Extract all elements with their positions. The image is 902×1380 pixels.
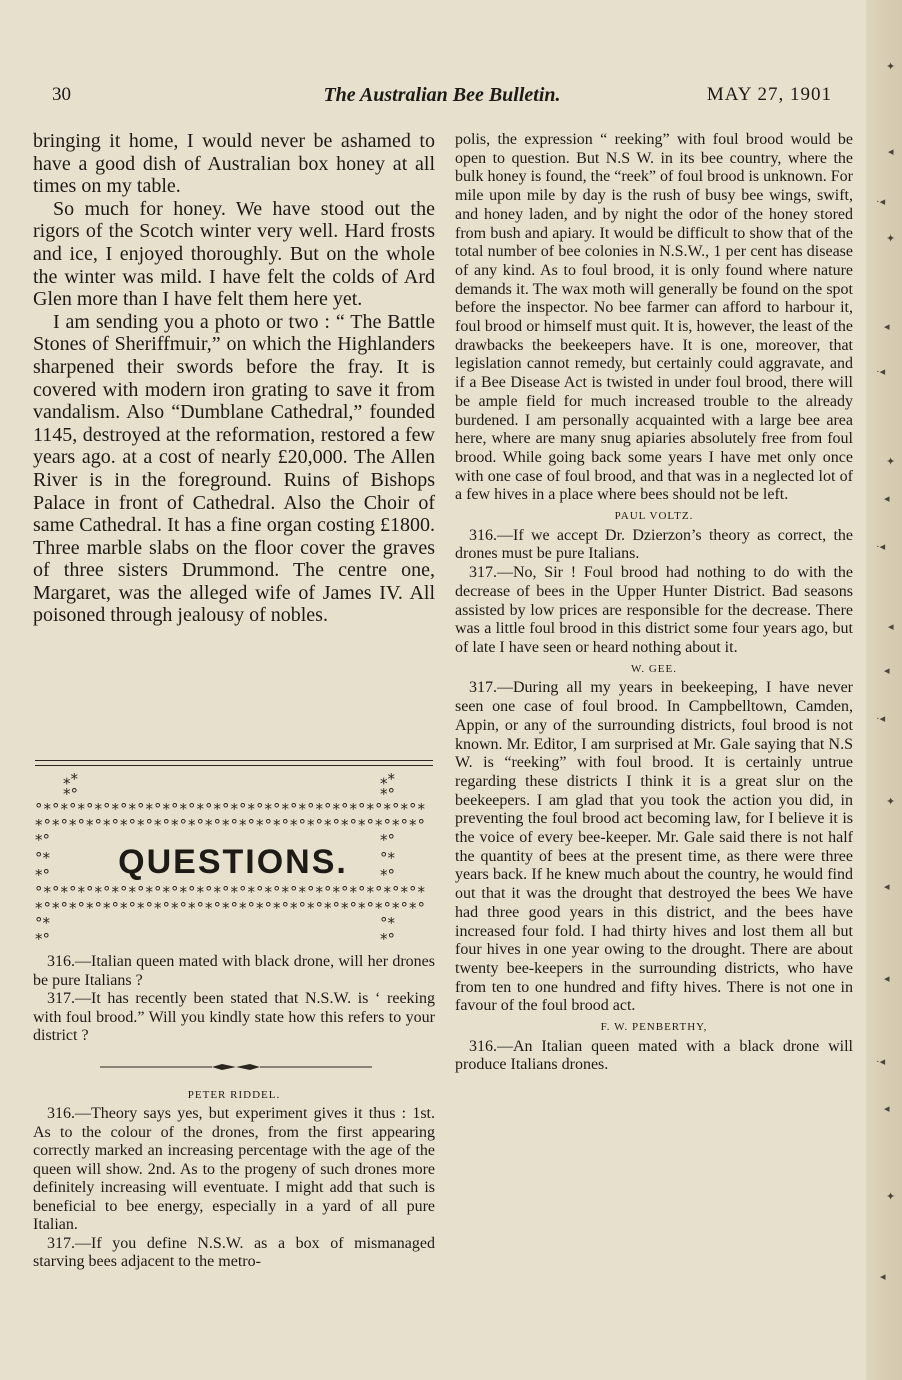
paragraph: So much for honey. We have stood out the rigors of the Scotch winter very well. Hard frosts and ice, I enjoyed thoroughly. But on the whole the winter was mild. I have felt the colds of Ard Glen more than I have felt them here yet.: [33, 197, 435, 311]
paragraph: bringing it home, I would never be ashamed to have a good dish of Australian box honey at all times on my table.: [33, 130, 435, 198]
section-divider: [35, 760, 433, 766]
page-number: 30: [52, 84, 71, 105]
edge-mark: ◂: [884, 973, 890, 985]
edge-mark: ◂: [884, 881, 890, 893]
edge-mark: ✦: [886, 796, 896, 808]
answer-316: 316.—If we accept Dr. Dzierzon’s theory as correct, the drones must be pure Italians.: [455, 526, 853, 563]
answer-317: 317.—During all my years in beekeeping, I have never seen one case of foul brood. In Campbelltown, Camden, Appin, or any of the surrounding districts, foul brood is not known. Mr. Editor, I am surprised at Mr. Gale saying that N.S W. is “reeking” with foul brood. It is certainly untrue regarding these districts I think it is a great slur on the beekeepers. I am glad that you took the action you did, in preventing the foul brood act becoming law, for I believe it is the voice of every bee-keeper. Mr. Gale said there is not half the quantity of bees at the present time, as there were three years back. If he knew much about the country, he would find out that it was the drought that destroyed the bees We have had three good years in this district, and the bees have increased four fold. I had thirty hives and lost them all but four hives in one year owing to the drought. There are about twenty bee-keepers in the surrounding districts, who have from ten to one hundred and fifty hives. There is not one in favour of the foul brood act.: [455, 679, 853, 1015]
edge-mark: ◂: [884, 665, 890, 677]
page-edge: [866, 0, 902, 1380]
answer-316: 316.—Theory says yes, but experiment gives it thus : 1st. As to the colour of the drones, from the first appearing correctly marked an increasing percentage with the age of the queen will show. 2nd. As to the progeny of such drones more definitely increasing will eventuate. I might add that such is beneficial to bee energy, especially in a yard of all pure Italian.: [33, 1105, 435, 1233]
edge-mark: ·◂: [876, 196, 886, 208]
ornament-star: °*: [380, 849, 395, 867]
issue-date: MAY 27, 1901: [706, 84, 832, 105]
edge-mark: ◂: [880, 1271, 886, 1283]
ornament-star: *°: [35, 831, 50, 849]
questions-and-answers-left: [33, 953, 435, 1272]
ornament-star: °*: [380, 914, 395, 932]
signature: PAUL VOLTZ.: [614, 510, 694, 523]
right-column: [455, 131, 853, 1075]
edge-mark: ✦: [886, 233, 896, 245]
ornament-border: [35, 770, 435, 950]
edge-mark: ·◂: [876, 366, 886, 378]
journal-title: The Australian Bee Bulletin.: [323, 84, 561, 106]
edge-mark: ◂: [884, 493, 890, 505]
ornament-star: *°: [35, 930, 50, 948]
ornament-row: *°*°*°*°*°*°*°*°*°*°*°*°*°*°*°*°*°*°*°*°*°*°*°: [35, 899, 426, 917]
edge-mark: ◂: [884, 321, 890, 333]
answer-317: 317.—No, Sir ! Foul brood had nothing to do with the decrease of bees in the Upper Hunter District. Bad seasons assisted by low prices are responsible for the decrease. There was a little foul brood in this district some four years ago, but of late I have seen or heard nothing about it.: [455, 564, 853, 656]
continuation-paragraph: polis, the expression “ reeking” with foul brood would be open to question. But N.S W. in its bee country, where the bulk honey is found, the “reek” of foul brood is unknown. For mile upon mile by day is the rush of busy bee wings, swift, and honey laden, and by night the odor of the honey stored from bush and apiary. It would be difficult to show that of the total number of bee colonies in N.S.W., 1 per cent has disease of any kind. As to foul brood, it is only found where nature demands it. The wax moth will generally be found on the spot before the inspector. No bee farmer can afford to harbour it, foul brood or himself must quit. It is, however, the least of the drawbacks the beekeepers have. It is one, moreover, that legislation cannot remedy, but certainly could aggravate, and if a Bee Disease Act is twisted in under foul brood, there will be ample field for much increased trouble to the already burdened. I am personally acquainted with a large bee area here, where are many snug apiaries absolutely free from foul brood. While going back some years I have met only once with one case of foul brood, and that was in a neglected lot of a few hives in a place where bees should not be left.: [455, 131, 853, 504]
ornament-star: *°: [380, 831, 395, 849]
ornament-row: °*°*°*°*°*°*°*°*°*°*°*°*°*°*°*°*°*°*°*°*°*°*°*: [35, 800, 426, 818]
ornament-star: *°: [380, 866, 395, 884]
questions-title: QUESTIONS.: [118, 843, 348, 881]
signature: PETER RIDDEL.: [187, 1088, 281, 1101]
edge-mark: ·◂: [876, 541, 886, 553]
ornament-star: *°: [35, 866, 50, 884]
ornament-rule: [100, 1063, 372, 1071]
ornament-star: *°: [380, 785, 395, 803]
answer-317: 317.—If you define N.S.W. as a box of mismanaged starving bees adjacent to the metro-: [33, 1234, 435, 1270]
paragraph: I am sending you a photo or two : “ The Battle Stones of Sheriffmuir,” on which the Highlanders sharpened their swords before the fray. It is covered with modern iron grating to save it from vandalism. Also “Dumblane Cathedral,” founded 1145, destroyed at the reformation, restored a few years ago. at a cost of nearly £20,000. The Allen River is in the foreground. Ruins of Bishops Palace in front of Cathedral. Also the Choir of same Cathedral. It has a fine organ costing £1800. Three marble slabs on the floor cover the graves of three sisters Drummond. The centre one, Margaret, was the alleged wife of James IV. All poisoned through jealousy of nobles.: [33, 310, 435, 627]
ornament-star: ⁎*: [380, 770, 395, 788]
edge-mark: ·◂: [876, 1056, 886, 1068]
ornament-star: *°: [380, 930, 395, 948]
edge-mark: ·◂: [876, 713, 886, 725]
ornament-star: °*: [35, 914, 50, 932]
ornament-row: °*°*°*°*°*°*°*°*°*°*°*°*°*°*°*°*°*°*°*°*°*°*°*: [35, 883, 426, 901]
signature: W. GEE.: [630, 662, 677, 675]
ornament-row: *°*°*°*°*°*°*°*°*°*°*°*°*°*°*°*°*°*°*°*°*°*°*°: [35, 816, 426, 834]
ornament-star: °*: [35, 849, 50, 867]
edge-mark: ◂: [884, 1103, 890, 1115]
signature: F. W. PENBERTHY,: [600, 1021, 708, 1034]
page-header: [52, 84, 832, 110]
edge-mark: ✦: [886, 456, 896, 468]
question-317: 317.—It has recently been stated that N.S.W. is ‘ reeking with foul brood.” Will you kindly state how this refers to your district ?: [33, 990, 435, 1044]
answer-316: 316.—An Italian queen mated with a black drone will produce Italians drones.: [455, 1037, 853, 1074]
edge-mark: ◂: [888, 146, 894, 158]
ornament-star: *°: [63, 785, 78, 803]
questions-banner: [35, 770, 435, 950]
edge-mark: ✦: [886, 61, 896, 73]
edge-mark: ◂: [888, 621, 894, 633]
ornament-star: ⁎*: [63, 770, 78, 788]
question-316: 316.—Italian queen mated with black drone, will her drones be pure Italians ?: [33, 953, 435, 989]
left-column-letter: [33, 130, 435, 627]
edge-mark: ✦: [886, 1191, 896, 1203]
